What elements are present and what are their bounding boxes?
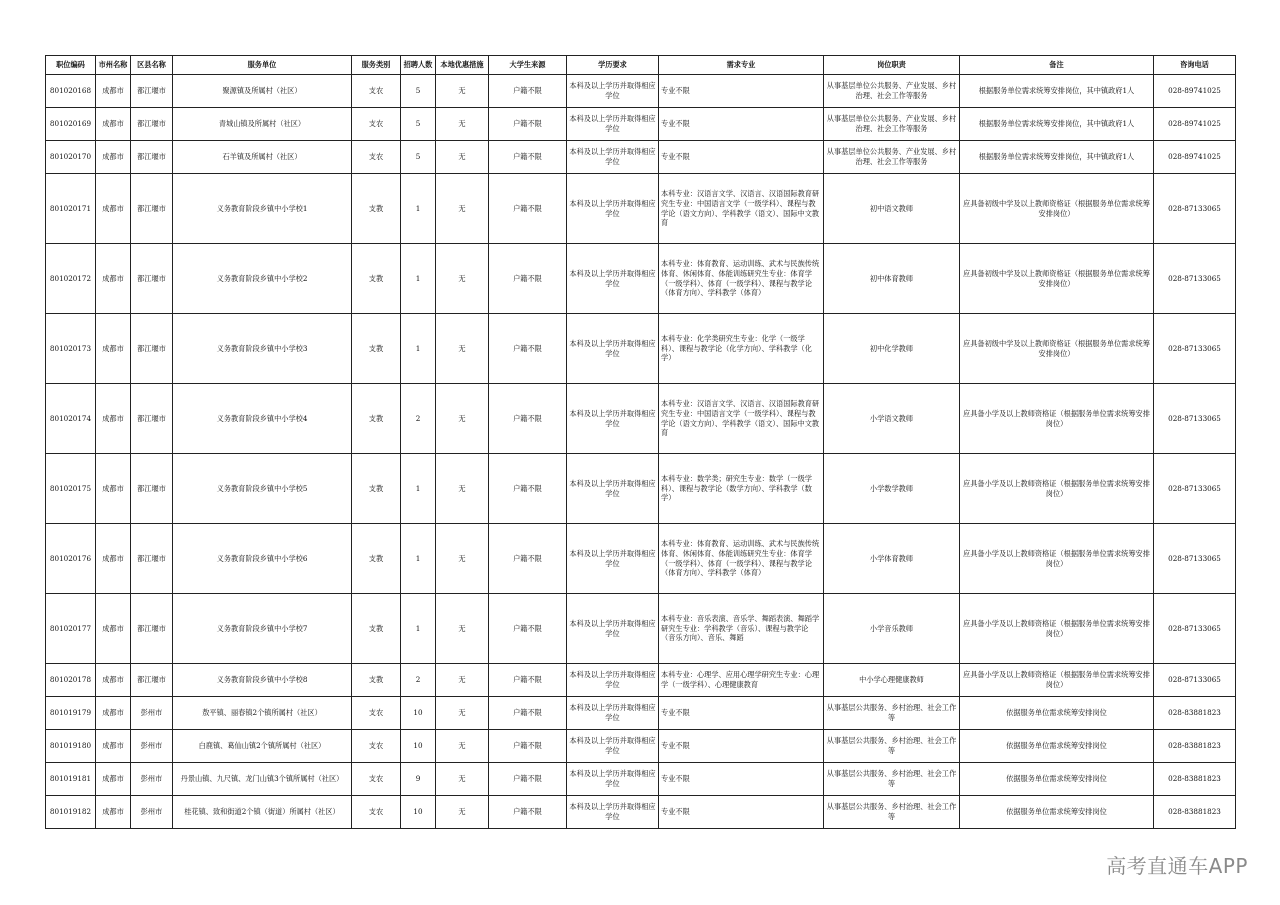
cell-remarks: 应具备小学及以上教师资格证（根据服务单位需求统筹安排岗位） (960, 384, 1154, 454)
cell-student-origin: 户籍不限 (489, 75, 567, 108)
cell-remarks: 应具备初级中学及以上教师资格证（根据服务单位需求统筹安排岗位） (960, 244, 1154, 314)
cell-service-unit: 白鹿镇、葛仙山镇2个镇所属村（社区） (173, 730, 352, 763)
cell-headcount: 1 (401, 174, 436, 244)
cell-education: 本科及以上学历并取得相应学位 (567, 594, 659, 664)
header-education: 学历要求 (567, 56, 659, 75)
cell-phone: 028-83881823 (1154, 763, 1236, 796)
cell-remarks: 根据服务单位需求统筹安排岗位，其中镇政府1人 (960, 75, 1154, 108)
cell-headcount: 5 (401, 75, 436, 108)
cell-major: 专业不限 (659, 697, 824, 730)
cell-education: 本科及以上学历并取得相应学位 (567, 763, 659, 796)
cell-student-origin: 户籍不限 (489, 108, 567, 141)
cell-major: 本科专业：音乐表演、音乐学、舞蹈表演、舞蹈学研究生专业：学科教学（音乐）、课程与教学论（音乐方向）、音乐、舞蹈 (659, 594, 824, 664)
cell-remarks: 应具备小学及以上教师资格证（根据服务单位需求统筹安排岗位） (960, 454, 1154, 524)
cell-student-origin: 户籍不限 (489, 796, 567, 829)
table-row (46, 141, 1236, 174)
cell-major: 本科专业：汉语言文学、汉语言、汉语国际教育研究生专业：中国语言文学（一级学科）、课程与教学论（语文方向）、学科教学（语文）、国际中文教育 (659, 174, 824, 244)
table-row (46, 314, 1236, 384)
cell-education: 本科及以上学历并取得相应学位 (567, 75, 659, 108)
table-row (46, 384, 1236, 454)
cell-local-benefits: 无 (436, 384, 489, 454)
cell-major: 本科专业：汉语言文学、汉语言、汉语国际教育研究生专业：中国语言文学（一级学科）、课程与教学论（语文方向）、学科教学（语文）、国际中文教育 (659, 384, 824, 454)
cell-phone: 028-83881823 (1154, 796, 1236, 829)
cell-local-benefits: 无 (436, 664, 489, 697)
cell-position-code: 801020169 (46, 108, 96, 141)
cell-headcount: 10 (401, 697, 436, 730)
cell-student-origin: 户籍不限 (489, 141, 567, 174)
cell-duties: 小学体育教师 (824, 524, 960, 594)
cell-district: 彭州市 (131, 697, 173, 730)
cell-duties: 小学语文教师 (824, 384, 960, 454)
cell-phone: 028-89741025 (1154, 108, 1236, 141)
cell-phone: 028-87133065 (1154, 174, 1236, 244)
cell-headcount: 1 (401, 454, 436, 524)
cell-student-origin: 户籍不限 (489, 244, 567, 314)
cell-service-type: 支教 (352, 594, 401, 664)
cell-local-benefits: 无 (436, 244, 489, 314)
watermark-text: 高考直通车APP (1106, 854, 1248, 878)
cell-remarks: 依据服务单位需求统筹安排岗位 (960, 796, 1154, 829)
cell-student-origin: 户籍不限 (489, 314, 567, 384)
cell-service-type: 支农 (352, 141, 401, 174)
header-major: 需求专业 (659, 56, 824, 75)
cell-service-unit: 义务教育阶段乡镇中小学校4 (173, 384, 352, 454)
cell-service-unit: 敖平镇、丽春镇2个镇所属村（社区） (173, 697, 352, 730)
cell-duties: 从事基层单位公共服务、产业发展、乡村治理、社会工作等服务 (824, 141, 960, 174)
cell-remarks: 依据服务单位需求统筹安排岗位 (960, 730, 1154, 763)
cell-local-benefits: 无 (436, 454, 489, 524)
cell-duties: 小学数学教师 (824, 454, 960, 524)
cell-service-type: 支农 (352, 108, 401, 141)
cell-city: 成都市 (96, 524, 131, 594)
cell-duties: 从事基层单位公共服务、产业发展、乡村治理、社会工作等服务 (824, 75, 960, 108)
cell-local-benefits: 无 (436, 174, 489, 244)
cell-major: 本科专业：化学类研究生专业：化学（一级学科）、课程与教学论（化学方向）、学科教学（化学） (659, 314, 824, 384)
cell-local-benefits: 无 (436, 594, 489, 664)
cell-education: 本科及以上学历并取得相应学位 (567, 664, 659, 697)
cell-service-unit: 义务教育阶段乡镇中小学校7 (173, 594, 352, 664)
cell-position-code: 801019180 (46, 730, 96, 763)
cell-phone: 028-87133065 (1154, 664, 1236, 697)
cell-phone: 028-83881823 (1154, 697, 1236, 730)
cell-service-type: 支农 (352, 796, 401, 829)
cell-major: 专业不限 (659, 141, 824, 174)
cell-headcount: 10 (401, 730, 436, 763)
cell-duties: 初中语文教师 (824, 174, 960, 244)
cell-district: 都江堰市 (131, 244, 173, 314)
cell-major: 本科专业：体育教育、运动训练、武术与民族传统体育、休闲体育、体能训练研究生专业：体育学（一级学科）、体育（一级学科）、课程与教学论（体育方向）、学科教学（体育） (659, 244, 824, 314)
cell-position-code: 801020173 (46, 314, 96, 384)
cell-local-benefits: 无 (436, 796, 489, 829)
cell-service-unit: 石羊镇及所属村（社区） (173, 141, 352, 174)
cell-position-code: 801020178 (46, 664, 96, 697)
cell-local-benefits: 无 (436, 697, 489, 730)
cell-service-unit: 义务教育阶段乡镇中小学校5 (173, 454, 352, 524)
cell-service-unit: 义务教育阶段乡镇中小学校8 (173, 664, 352, 697)
cell-position-code: 801020170 (46, 141, 96, 174)
cell-city: 成都市 (96, 730, 131, 763)
cell-local-benefits: 无 (436, 763, 489, 796)
table-row (46, 664, 1236, 697)
cell-district: 都江堰市 (131, 108, 173, 141)
cell-education: 本科及以上学历并取得相应学位 (567, 454, 659, 524)
cell-position-code: 801020171 (46, 174, 96, 244)
header-duties: 岗位职责 (824, 56, 960, 75)
cell-education: 本科及以上学历并取得相应学位 (567, 314, 659, 384)
cell-student-origin: 户籍不限 (489, 384, 567, 454)
cell-city: 成都市 (96, 75, 131, 108)
cell-service-unit: 聚源镇及所属村（社区） (173, 75, 352, 108)
cell-phone: 028-87133065 (1154, 314, 1236, 384)
cell-city: 成都市 (96, 384, 131, 454)
cell-city: 成都市 (96, 697, 131, 730)
cell-position-code: 801019179 (46, 697, 96, 730)
cell-city: 成都市 (96, 664, 131, 697)
header-service-type: 服务类别 (352, 56, 401, 75)
cell-major: 本科专业：心理学、应用心理学研究生专业：心理学（一级学科）、心理健康教育 (659, 664, 824, 697)
table-row (46, 244, 1236, 314)
table-row (46, 697, 1236, 730)
cell-student-origin: 户籍不限 (489, 594, 567, 664)
cell-phone: 028-89741025 (1154, 141, 1236, 174)
cell-education: 本科及以上学历并取得相应学位 (567, 108, 659, 141)
table-row (46, 108, 1236, 141)
cell-service-type: 支教 (352, 244, 401, 314)
cell-headcount: 10 (401, 796, 436, 829)
header-headcount: 招聘人数 (401, 56, 436, 75)
cell-headcount: 5 (401, 141, 436, 174)
cell-position-code: 801020176 (46, 524, 96, 594)
cell-service-unit: 桂花镇、致和街道2个镇（街道）所属村（社区） (173, 796, 352, 829)
cell-remarks: 依据服务单位需求统筹安排岗位 (960, 697, 1154, 730)
cell-position-code: 801020175 (46, 454, 96, 524)
cell-remarks: 应具备小学及以上教师资格证（根据服务单位需求统筹安排岗位） (960, 594, 1154, 664)
cell-city: 成都市 (96, 763, 131, 796)
table-row (46, 763, 1236, 796)
cell-city: 成都市 (96, 108, 131, 141)
cell-district: 都江堰市 (131, 454, 173, 524)
cell-remarks: 应具备初级中学及以上教师资格证（根据服务单位需求统筹安排岗位） (960, 314, 1154, 384)
cell-service-type: 支教 (352, 664, 401, 697)
cell-major: 专业不限 (659, 108, 824, 141)
cell-service-type: 支教 (352, 314, 401, 384)
cell-student-origin: 户籍不限 (489, 454, 567, 524)
cell-position-code: 801020168 (46, 75, 96, 108)
cell-service-unit: 丹景山镇、九尺镇、龙门山镇3个镇所属村（社区） (173, 763, 352, 796)
cell-position-code: 801019181 (46, 763, 96, 796)
header-service-unit: 服务单位 (173, 56, 352, 75)
cell-headcount: 1 (401, 314, 436, 384)
cell-major: 专业不限 (659, 75, 824, 108)
cell-education: 本科及以上学历并取得相应学位 (567, 730, 659, 763)
cell-major: 专业不限 (659, 796, 824, 829)
cell-service-type: 支农 (352, 75, 401, 108)
cell-local-benefits: 无 (436, 75, 489, 108)
cell-position-code: 801019182 (46, 796, 96, 829)
cell-district: 都江堰市 (131, 174, 173, 244)
cell-remarks: 应具备小学及以上教师资格证（根据服务单位需求统筹安排岗位） (960, 524, 1154, 594)
table-body (46, 75, 1236, 829)
cell-local-benefits: 无 (436, 108, 489, 141)
cell-student-origin: 户籍不限 (489, 664, 567, 697)
cell-headcount: 2 (401, 664, 436, 697)
cell-service-type: 支农 (352, 763, 401, 796)
cell-remarks: 根据服务单位需求统筹安排岗位，其中镇政府1人 (960, 108, 1154, 141)
header-phone: 咨询电话 (1154, 56, 1236, 75)
cell-duties: 从事基层公共服务、乡村治理、社会工作等 (824, 730, 960, 763)
cell-city: 成都市 (96, 594, 131, 664)
cell-position-code: 801020174 (46, 384, 96, 454)
cell-phone: 028-87133065 (1154, 524, 1236, 594)
cell-service-unit: 义务教育阶段乡镇中小学校6 (173, 524, 352, 594)
cell-remarks: 应具备初级中学及以上教师资格证（根据服务单位需求统筹安排岗位） (960, 174, 1154, 244)
cell-district: 都江堰市 (131, 384, 173, 454)
cell-service-type: 支教 (352, 174, 401, 244)
cell-education: 本科及以上学历并取得相应学位 (567, 697, 659, 730)
job-listing-table (45, 55, 1236, 829)
cell-service-unit: 义务教育阶段乡镇中小学校1 (173, 174, 352, 244)
cell-duties: 初中体育教师 (824, 244, 960, 314)
cell-local-benefits: 无 (436, 730, 489, 763)
cell-education: 本科及以上学历并取得相应学位 (567, 384, 659, 454)
cell-major: 本科专业：体育教育、运动训练、武术与民族传统体育、休闲体育、体能训练研究生专业：体育学（一级学科）、体育（一级学科）、课程与教学论（体育方向）、学科教学（体育） (659, 524, 824, 594)
cell-education: 本科及以上学历并取得相应学位 (567, 141, 659, 174)
cell-service-type: 支教 (352, 524, 401, 594)
cell-duties: 从事基层公共服务、乡村治理、社会工作等 (824, 796, 960, 829)
cell-district: 都江堰市 (131, 664, 173, 697)
header-student-origin: 大学生来源 (489, 56, 567, 75)
cell-duties: 从事基层公共服务、乡村治理、社会工作等 (824, 697, 960, 730)
header-city: 市州名称 (96, 56, 131, 75)
cell-remarks: 应具备小学及以上教师资格证（根据服务单位需求统筹安排岗位） (960, 664, 1154, 697)
cell-headcount: 9 (401, 763, 436, 796)
cell-remarks: 根据服务单位需求统筹安排岗位，其中镇政府1人 (960, 141, 1154, 174)
cell-city: 成都市 (96, 141, 131, 174)
cell-phone: 028-83881823 (1154, 730, 1236, 763)
cell-local-benefits: 无 (436, 524, 489, 594)
cell-position-code: 801020172 (46, 244, 96, 314)
cell-education: 本科及以上学历并取得相应学位 (567, 524, 659, 594)
table-row (46, 174, 1236, 244)
table-row (46, 594, 1236, 664)
cell-district: 都江堰市 (131, 141, 173, 174)
table-row (46, 524, 1236, 594)
cell-education: 本科及以上学历并取得相应学位 (567, 244, 659, 314)
cell-city: 成都市 (96, 244, 131, 314)
cell-phone: 028-89741025 (1154, 75, 1236, 108)
cell-phone: 028-87133065 (1154, 594, 1236, 664)
cell-service-unit: 义务教育阶段乡镇中小学校2 (173, 244, 352, 314)
cell-district: 都江堰市 (131, 314, 173, 384)
cell-student-origin: 户籍不限 (489, 524, 567, 594)
cell-student-origin: 户籍不限 (489, 697, 567, 730)
cell-major: 本科专业：数学类；研究生专业：数学（一级学科）、课程与教学论（数学方向）、学科教学（数学） (659, 454, 824, 524)
cell-local-benefits: 无 (436, 141, 489, 174)
cell-position-code: 801020177 (46, 594, 96, 664)
cell-headcount: 1 (401, 524, 436, 594)
cell-service-unit: 义务教育阶段乡镇中小学校3 (173, 314, 352, 384)
cell-city: 成都市 (96, 174, 131, 244)
table-row (46, 75, 1236, 108)
cell-service-type: 支教 (352, 384, 401, 454)
cell-duties: 初中化学教师 (824, 314, 960, 384)
table-row (46, 730, 1236, 763)
cell-local-benefits: 无 (436, 314, 489, 384)
cell-duties: 中小学心理健康教师 (824, 664, 960, 697)
table-row (46, 454, 1236, 524)
cell-student-origin: 户籍不限 (489, 730, 567, 763)
cell-education: 本科及以上学历并取得相应学位 (567, 796, 659, 829)
cell-student-origin: 户籍不限 (489, 763, 567, 796)
cell-phone: 028-87133065 (1154, 244, 1236, 314)
cell-phone: 028-87133065 (1154, 454, 1236, 524)
header-district: 区县名称 (131, 56, 173, 75)
header-local-benefits: 本地优惠措施 (436, 56, 489, 75)
header-remarks: 备注 (960, 56, 1154, 75)
cell-major: 专业不限 (659, 730, 824, 763)
table-header-row (46, 56, 1236, 75)
cell-duties: 小学音乐教师 (824, 594, 960, 664)
cell-headcount: 2 (401, 384, 436, 454)
cell-headcount: 1 (401, 594, 436, 664)
cell-city: 成都市 (96, 454, 131, 524)
cell-duties: 从事基层单位公共服务、产业发展、乡村治理、社会工作等服务 (824, 108, 960, 141)
cell-major: 专业不限 (659, 763, 824, 796)
cell-duties: 从事基层公共服务、乡村治理、社会工作等 (824, 763, 960, 796)
cell-service-type: 支农 (352, 697, 401, 730)
cell-district: 彭州市 (131, 763, 173, 796)
cell-district: 彭州市 (131, 730, 173, 763)
cell-headcount: 1 (401, 244, 436, 314)
cell-city: 成都市 (96, 796, 131, 829)
header-position-code: 职位编码 (46, 56, 96, 75)
cell-phone: 028-87133065 (1154, 384, 1236, 454)
cell-headcount: 5 (401, 108, 436, 141)
cell-education: 本科及以上学历并取得相应学位 (567, 174, 659, 244)
cell-service-type: 支教 (352, 454, 401, 524)
cell-service-unit: 青城山镇及所属村（社区） (173, 108, 352, 141)
cell-district: 都江堰市 (131, 75, 173, 108)
table-row (46, 796, 1236, 829)
cell-city: 成都市 (96, 314, 131, 384)
cell-district: 都江堰市 (131, 524, 173, 594)
cell-service-type: 支农 (352, 730, 401, 763)
cell-remarks: 依据服务单位需求统筹安排岗位 (960, 763, 1154, 796)
cell-student-origin: 户籍不限 (489, 174, 567, 244)
cell-district: 都江堰市 (131, 594, 173, 664)
cell-district: 彭州市 (131, 796, 173, 829)
